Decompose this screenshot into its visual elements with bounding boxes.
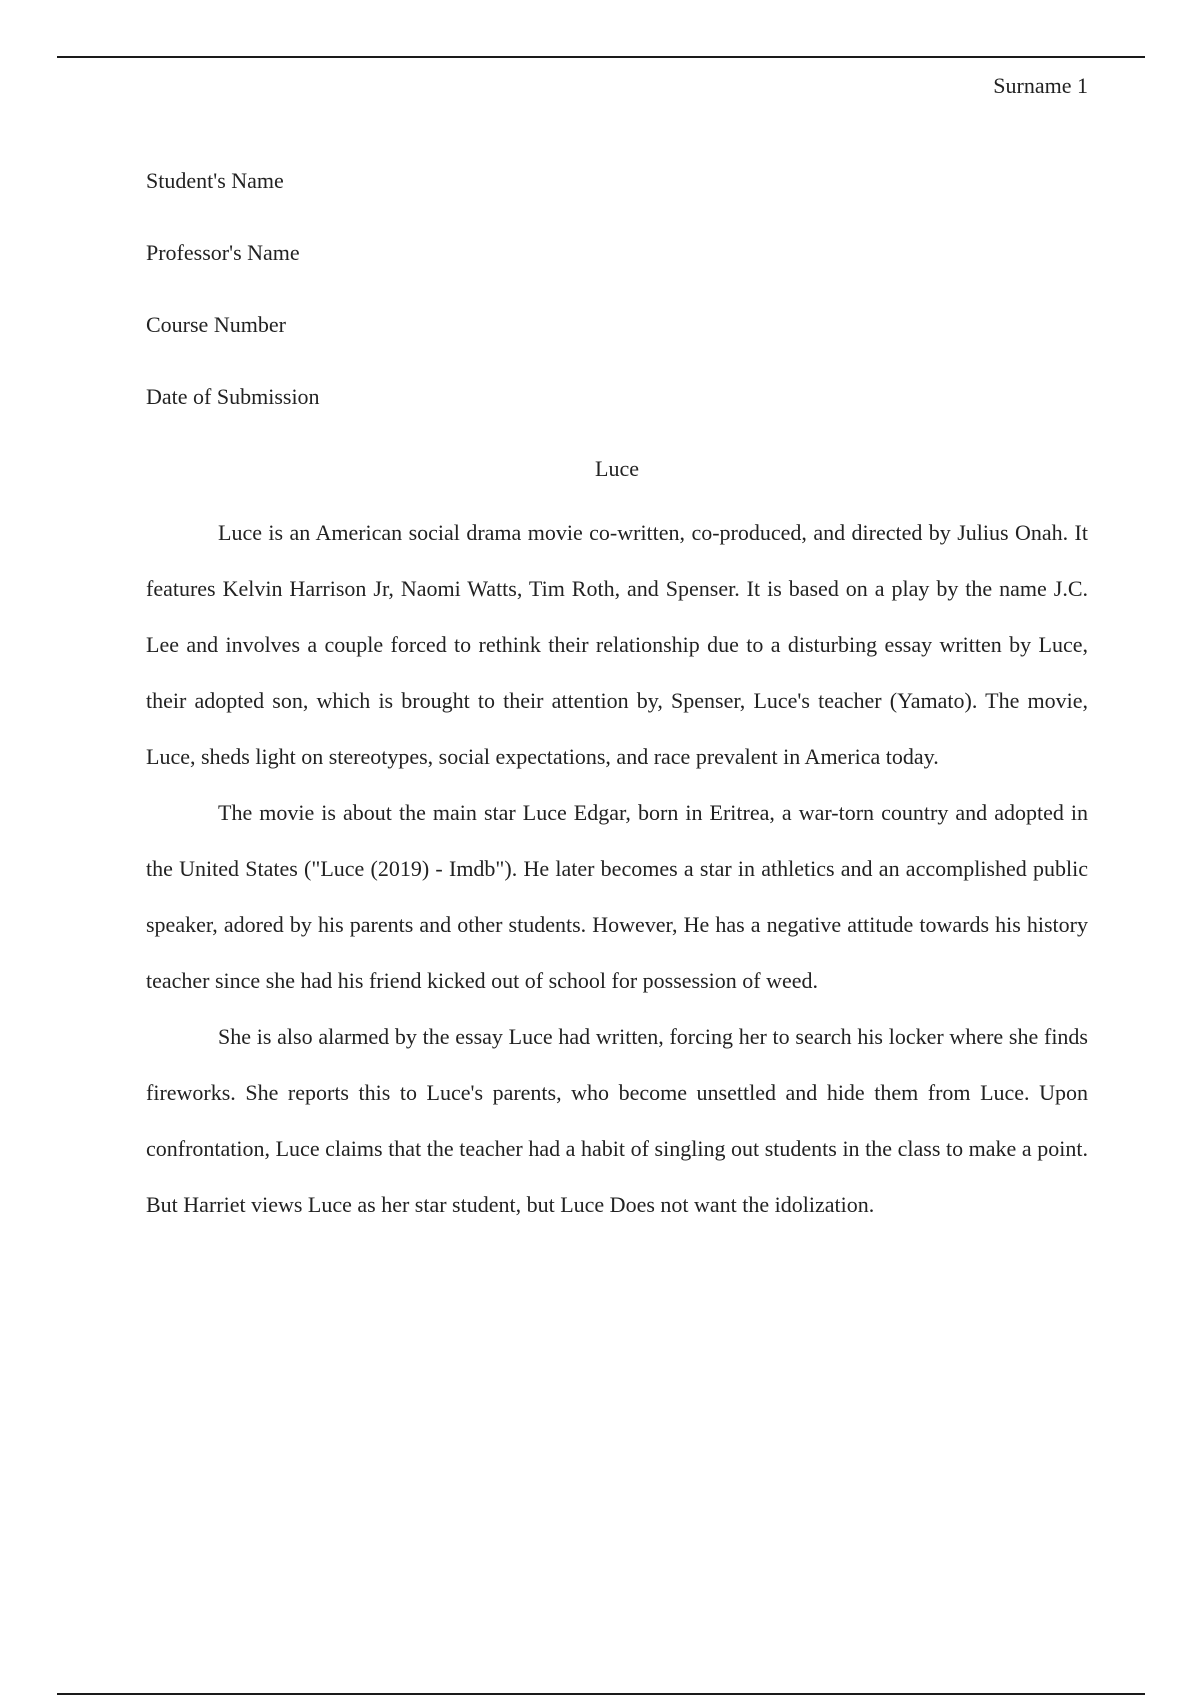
body-paragraph-2: The movie is about the main star Luce Edgar, born in Eritrea, a war-torn country and adopted in the United States ("Luce (2019) - Imdb"). He later becomes a star in athletics and an accomplished public speaker, adored by his parents and other students. However, He has a negative attitude towards his history teacher since she had his friend kicked out of school for possession of weed. — [146, 800, 1088, 993]
body-paragraph-1: Luce is an American social drama movie co-written, co-produced, and directed by Julius Onah. It features Kelvin Harrison Jr, Naomi Watts, Tim Roth, and Spenser. It is based on a play by the name J.C. Lee and involves a couple forced to rethink their relationship due to a disturbing essay written by Luce, their adopted son, which is brought to their attention by, Spenser, Luce's teacher (Yamato). The movie, Luce, sheds light on stereotypes, social expectations, and race prevalent in America today. — [146, 520, 1088, 769]
bottom-rule — [57, 1693, 1145, 1695]
essay-title: Luce — [595, 456, 639, 481]
body-paragraph-3: She is also alarmed by the essay Luce had written, forcing her to search his locker where she finds fireworks. She reports this to Luce's parents, who become unsettled and hide them from Luce. Upon confrontation, Luce claims that the teacher had a habit of singling out students in the class to make a point. But Harriet views Luce as her star student, but Luce Does not want the idolization. — [146, 1024, 1088, 1217]
professor-name-line: Professor's Name — [146, 240, 300, 265]
student-name-line: Student's Name — [146, 168, 284, 193]
date-of-submission-line: Date of Submission — [146, 384, 320, 409]
running-head: Surname 1 — [993, 73, 1088, 98]
course-number-line: Course Number — [146, 312, 286, 337]
top-rule — [57, 56, 1145, 58]
document-body — [146, 145, 1088, 1233]
